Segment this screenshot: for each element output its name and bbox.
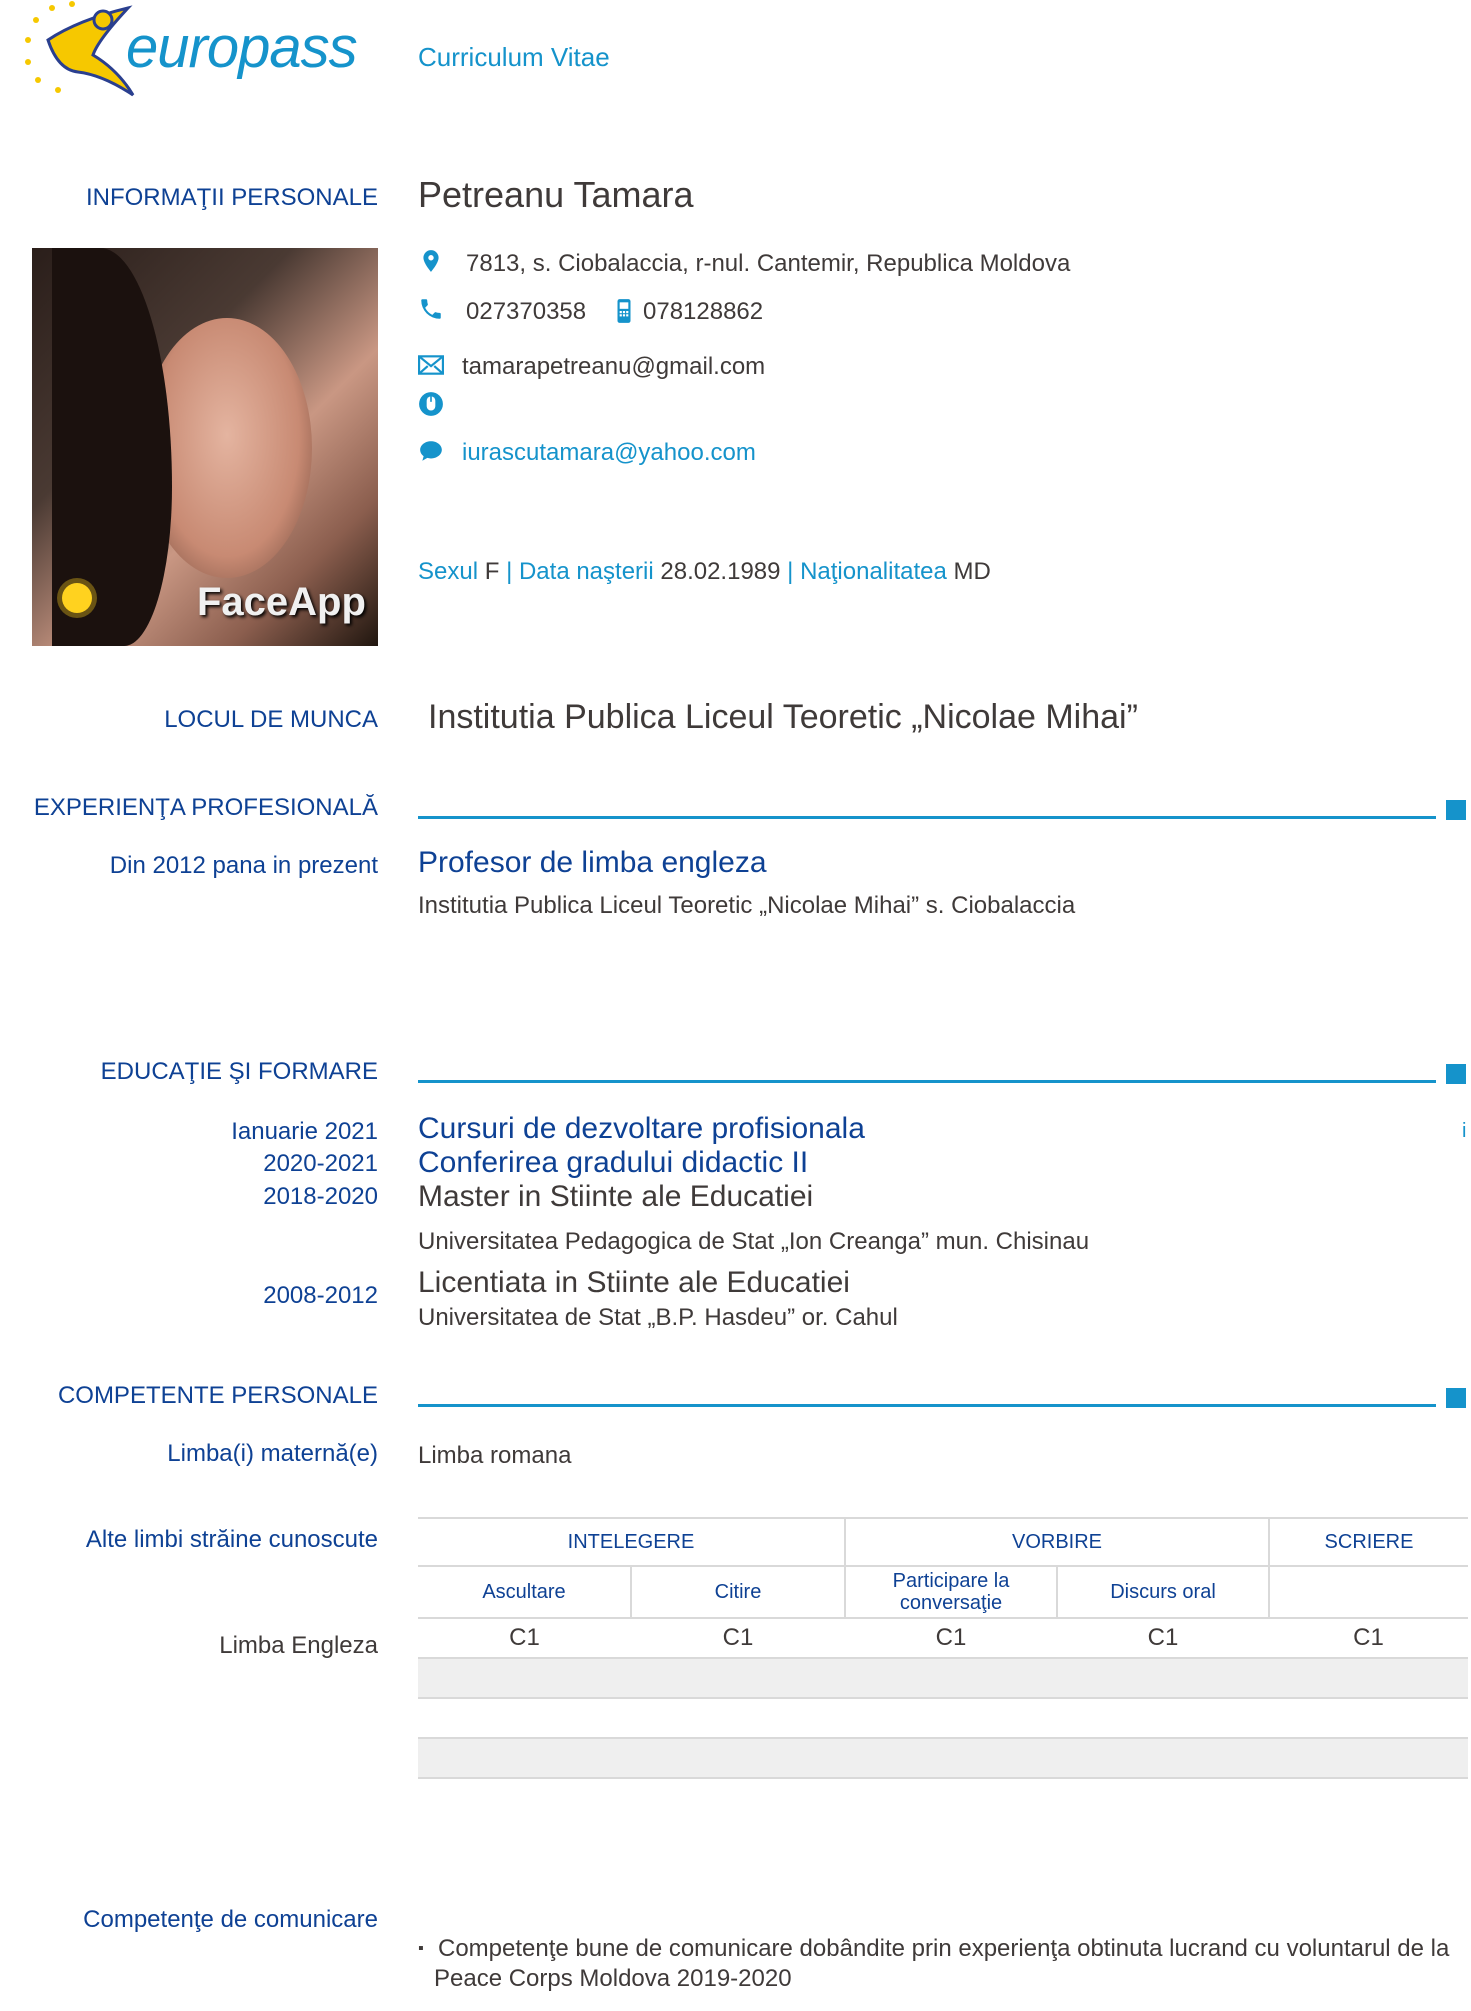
empty-row <box>418 1738 1468 1778</box>
website-mouse-icon <box>418 391 444 417</box>
education-title: Licentiata in Stiinte ale Educatiei <box>418 1266 850 1299</box>
phone-icon <box>418 296 444 322</box>
level-cell: C1 <box>722 1624 754 1651</box>
birth-value: 28.02.1989 <box>660 558 781 585</box>
education-title: Conferirea gradului didactic II <box>418 1146 809 1179</box>
level-cell: C1 <box>935 1624 967 1651</box>
applicant-name: Petreanu Tamara <box>418 174 694 215</box>
empty-row <box>418 1698 1468 1738</box>
listening-header: Ascultare <box>418 1566 631 1618</box>
reading-header: Citire <box>631 1566 845 1618</box>
experience-date: Din 2012 pana in prezent <box>109 852 378 879</box>
sex-value: F <box>484 558 500 585</box>
sex-label: Sexul <box>418 558 479 585</box>
education-marker: i <box>1462 1120 1467 1142</box>
personal-info-label: INFORMAŢII PERSONALE <box>85 184 378 211</box>
education-date: 2018-2020 <box>263 1183 378 1210</box>
education-title: Cursuri de dezvoltare profisionala <box>418 1112 865 1145</box>
education-rule <box>418 1080 1436 1083</box>
skills-rule <box>418 1404 1436 1407</box>
mother-tongue-value: Limba romana <box>418 1442 572 1469</box>
personal-details-line <box>418 558 991 586</box>
education-label: EDUCAŢIE ŞI FORMARE <box>100 1058 378 1085</box>
communication-bullet <box>418 1934 1458 1994</box>
experience-rule-marker <box>1446 800 1466 820</box>
communication-label: Competenţe de comunicare <box>83 1906 378 1933</box>
empty-row <box>418 1658 1468 1698</box>
doc-title: Curriculum Vitae <box>418 42 610 72</box>
education-title: Master in Stiinte ale Educatiei <box>418 1180 814 1213</box>
location-pin-icon <box>418 248 444 274</box>
logo-text: europass <box>126 15 357 80</box>
experience-label: EXPERIENŢA PROFESIONALĂ <box>33 794 378 821</box>
level-cell: C1 <box>1353 1624 1384 1651</box>
email-icon <box>418 354 444 376</box>
europass-figure-icon <box>18 0 138 100</box>
phone-text: 027370358 <box>466 298 587 325</box>
speaking-header: VORBIRE <box>845 1518 1269 1566</box>
interaction-header: Participare la conversaţie <box>845 1566 1057 1618</box>
workplace-label: LOCUL DE MUNCA <box>164 706 378 733</box>
experience-title: Profesor de limba engleza <box>418 846 767 879</box>
email-text[interactable]: tamarapetreanu@gmail.com <box>462 353 766 380</box>
separator: | <box>506 558 513 585</box>
mobile-phone-icon <box>614 298 634 324</box>
photo <box>32 248 378 646</box>
workplace-value: Institutia Publica Liceul Teoretic „Nicolae Mihai” <box>428 698 1138 736</box>
writing-header: SCRIERE <box>1324 1530 1414 1553</box>
mobile-text: 078128862 <box>643 298 764 325</box>
language-name: Limba Engleza <box>219 1632 378 1659</box>
im-text[interactable]: iurascutamara@yahoo.com <box>462 439 756 466</box>
education-date: 2020-2021 <box>263 1150 378 1177</box>
bullet-text: Competenţe bune de comunicare dobândite prin experienţa obtinuta lucrand cu voluntarul de la Peace Corps Moldova 2019-2020 <box>434 1935 1450 1992</box>
mother-tongue-label: Limba(i) maternă(e) <box>167 1440 378 1467</box>
photo-caption: FaceApp <box>197 580 366 624</box>
europass-logo <box>18 0 378 100</box>
education-date: 2008-2012 <box>263 1282 378 1309</box>
address-text: 7813, s. Ciobalaccia, r-nul. Cantemir, Republica Moldova <box>466 250 1071 277</box>
production-header: Discurs oral <box>1057 1566 1269 1618</box>
chat-bubble-icon <box>418 438 444 464</box>
skills-rule-marker <box>1446 1388 1466 1408</box>
sun-icon <box>62 583 92 613</box>
understanding-header: INTELEGERE <box>418 1518 845 1566</box>
education-organisation: Universitatea Pedagogica de Stat „Ion Creanga” mun. Chisinau <box>418 1228 1090 1255</box>
level-cell: C1 <box>509 1624 540 1651</box>
nationality-label: Naţionalitatea <box>800 558 947 585</box>
education-rule-marker <box>1446 1064 1466 1084</box>
education-organisation: Universitatea de Stat „B.P. Hasdeu” or. Cahul <box>418 1304 898 1331</box>
level-cell: C1 <box>1147 1624 1179 1651</box>
birth-label: Data naşterii <box>518 558 654 585</box>
experience-rule <box>418 816 1436 819</box>
skills-label: COMPETENTE PERSONALE <box>57 1382 378 1409</box>
other-languages-label: Alte limbi străine cunoscute <box>85 1526 378 1553</box>
language-table <box>418 1517 1468 1779</box>
experience-employer: Institutia Publica Liceul Teoretic „Nicolae Mihai” s. Ciobalaccia <box>418 892 1076 919</box>
nationality-value: MD <box>953 558 991 585</box>
bullet-marker: ▪ <box>418 1940 424 1957</box>
writing-subheader <box>1269 1566 1468 1618</box>
separator: | <box>787 558 794 585</box>
education-date: Ianuarie 2021 <box>231 1118 378 1145</box>
